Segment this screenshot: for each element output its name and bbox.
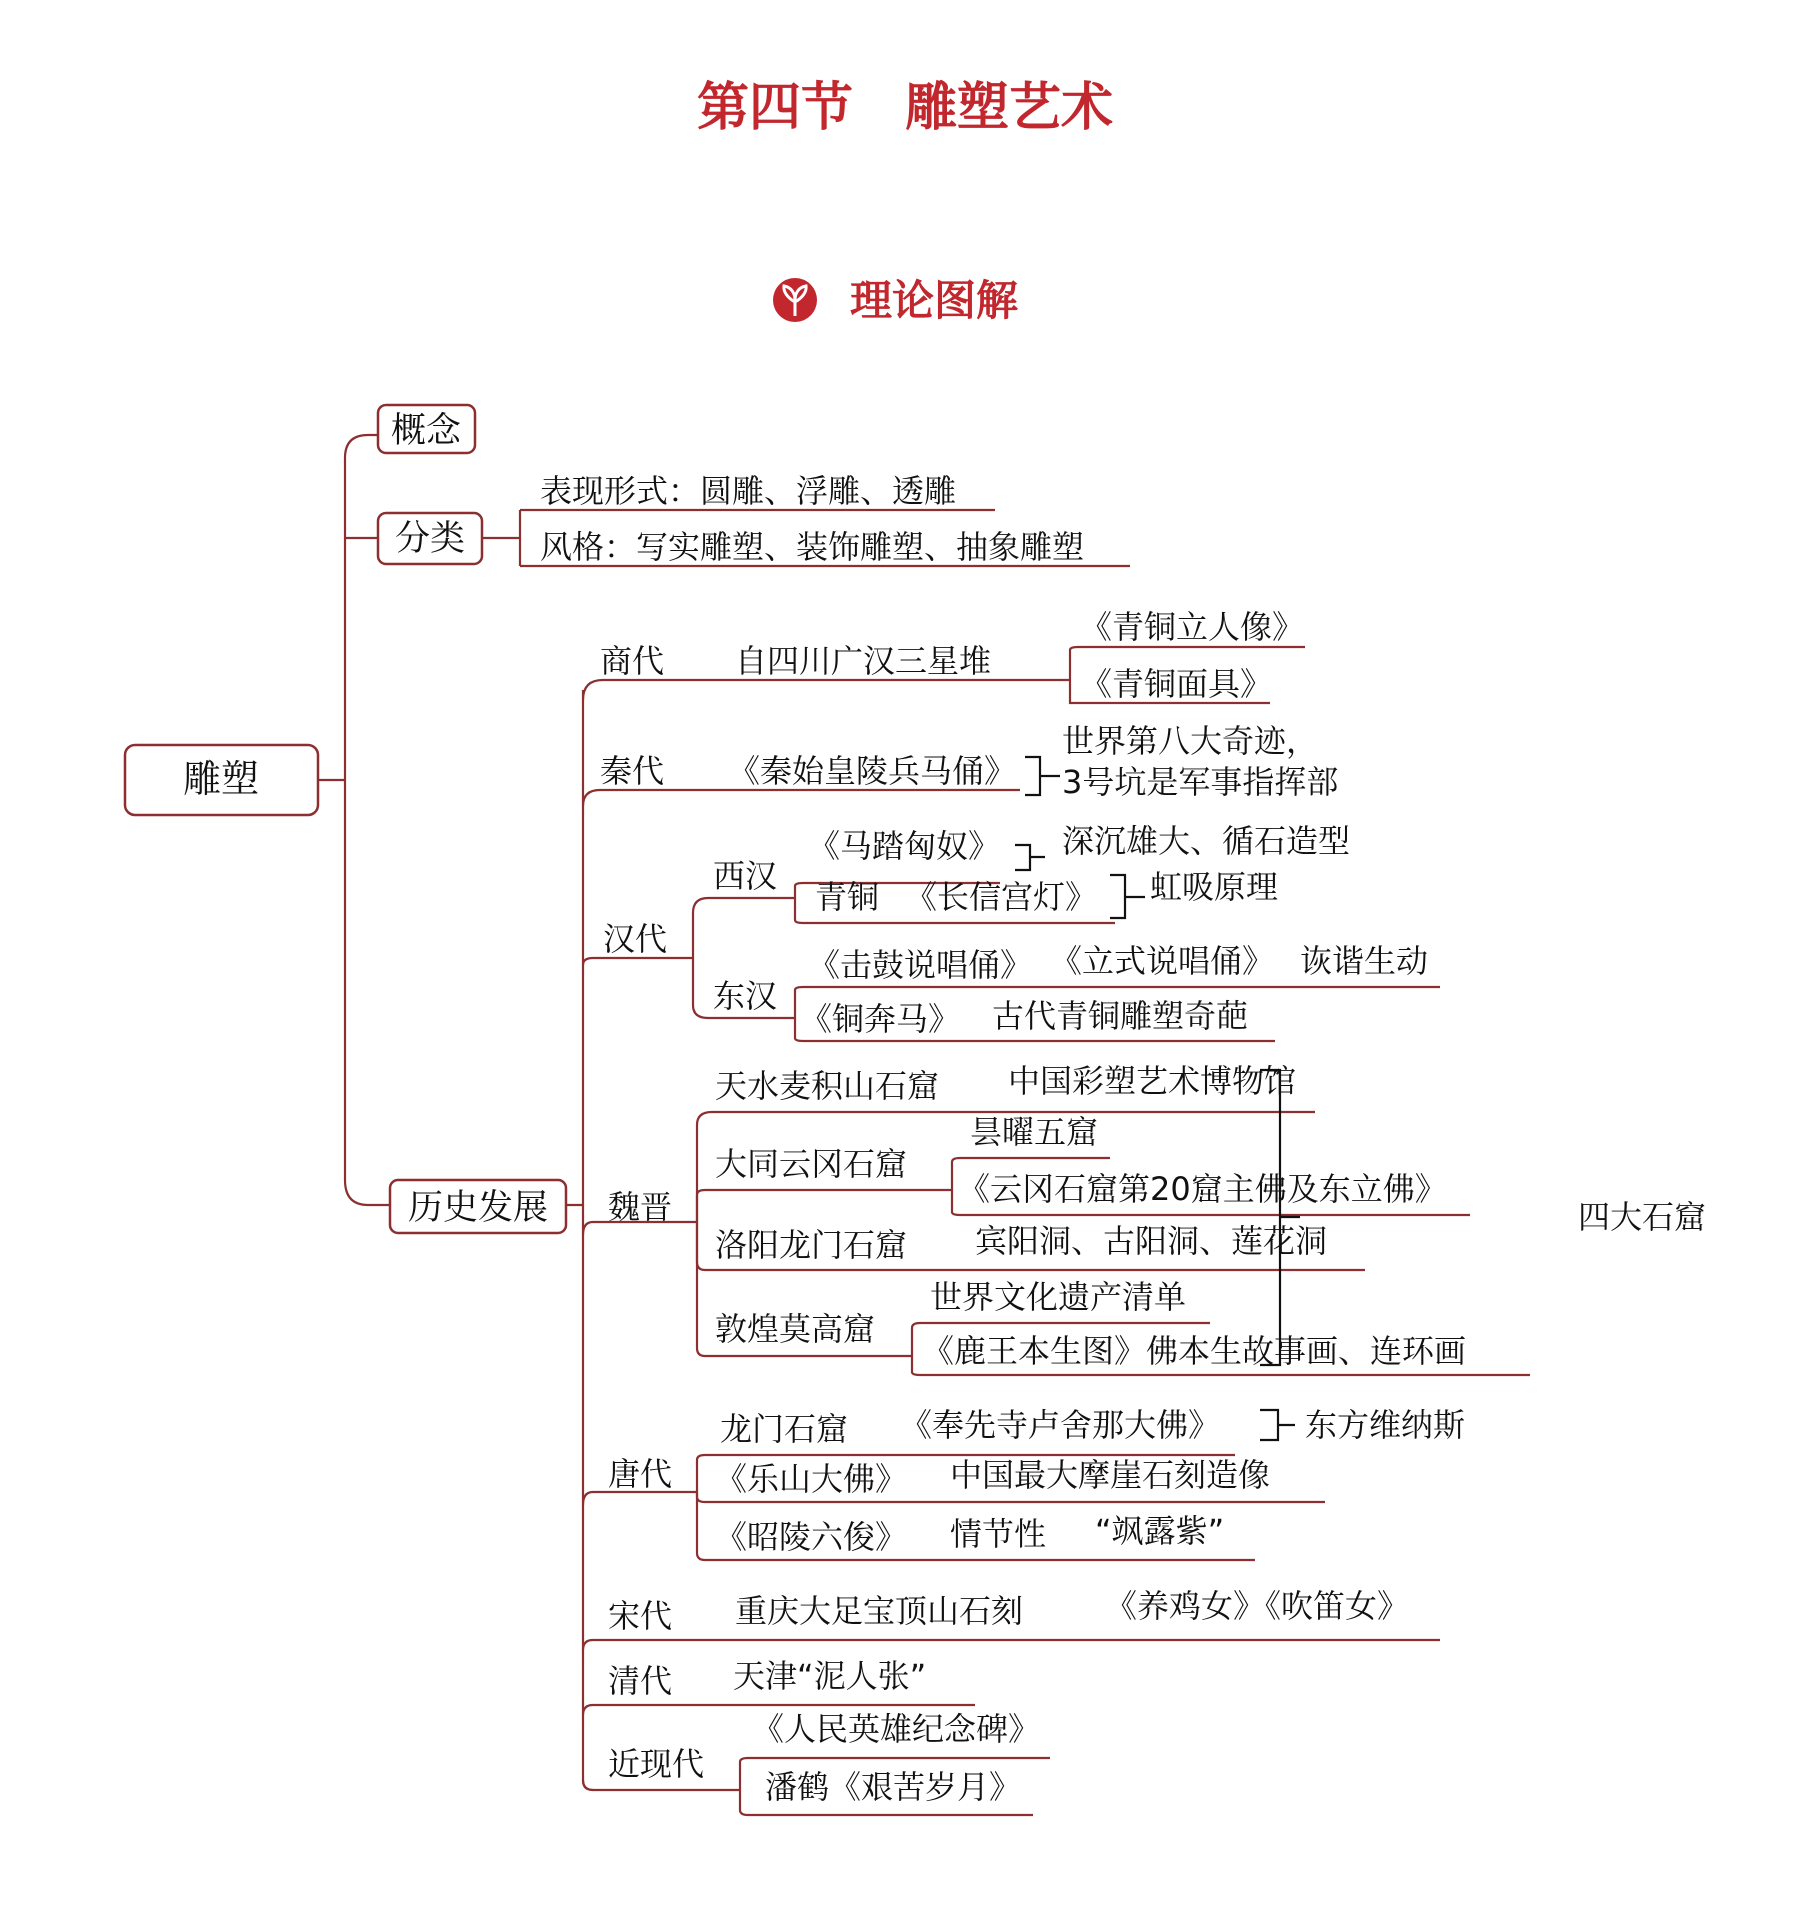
longmen-note: 宾阳洞、古阳洞、莲花洞 [975, 1222, 1328, 1260]
qing-work: 天津“泥人张” [733, 1657, 927, 1695]
node-classification: 分类 [394, 519, 466, 559]
tang-note-3: 情节性 [950, 1515, 1047, 1553]
yungang-name: 大同云冈石窟 [715, 1145, 908, 1183]
donghan-note-1: 诙谐生动 [1300, 942, 1429, 980]
qin-work: 《秦始皇陵兵马俑》 [728, 752, 1017, 790]
section-subtitle: 理论图解 [850, 276, 1019, 325]
era-qin: 秦代 [600, 752, 665, 790]
donghan-note-2: 古代青铜雕塑奇葩 [992, 997, 1249, 1035]
node-root: 雕塑 [182, 757, 260, 801]
shang-work-2: 《青铜面具》 [1080, 665, 1273, 703]
page-title: 第四节 雕塑艺术 [696, 78, 1114, 138]
xihan-material: 青铜 [815, 878, 880, 916]
class-form: 表现形式：圆雕、浮雕、透雕 [540, 472, 957, 510]
longmen-name: 洛阳龙门石窟 [715, 1226, 908, 1264]
qin-note-1: 世界第八大奇迹， [1062, 722, 1319, 760]
tang-note-4: “飒露紫” [1095, 1512, 1225, 1550]
era-weijin: 魏晋 [608, 1188, 673, 1226]
mogao-item-2: 《鹿王本生图》佛本生故事画、连环画 [922, 1332, 1467, 1370]
shang-site: 自四川广汉三星堆 [735, 642, 992, 680]
tang-note-2: 中国最大摩崖石刻造像 [950, 1456, 1271, 1494]
xihan-work-1: 《马踏匈奴》 [808, 827, 1001, 865]
han-xihan: 西汉 [713, 857, 778, 895]
sprout-icon [773, 278, 817, 322]
modern-work-1: 《人民英雄纪念碑》 [752, 1710, 1041, 1748]
qin-note-2: 3号坑是军事指挥部 [1062, 763, 1339, 801]
tang-note-1: 东方维纳斯 [1305, 1406, 1466, 1444]
era-qing: 清代 [608, 1662, 673, 1700]
donghan-work-1: 《击鼓说唱俑》 [808, 946, 1033, 984]
era-song: 宋代 [608, 1597, 673, 1635]
han-donghan: 东汉 [713, 977, 778, 1015]
xihan-note-2: 虹吸原理 [1150, 868, 1279, 906]
era-han: 汉代 [603, 920, 668, 958]
maijishan-name: 天水麦积山石窟 [715, 1067, 940, 1105]
tang-work-3: 《昭陵六俊》 [715, 1518, 908, 1556]
yungang-item-1: 昙曜五窟 [970, 1113, 1099, 1151]
tang-site: 龙门石窟 [720, 1410, 849, 1448]
shang-work-1: 《青铜立人像》 [1080, 608, 1305, 646]
mogao-name: 敦煌莫高窟 [715, 1310, 876, 1348]
xihan-work-2: 《长信宫灯》 [905, 878, 1098, 916]
tang-work-2: 《乐山大佛》 [715, 1460, 908, 1498]
donghan-work-3: 《铜奔马》 [800, 1000, 961, 1038]
four-grottoes-label: 四大石窟 [1578, 1198, 1707, 1236]
song-works: 《养鸡女》《吹笛女》 [1105, 1587, 1410, 1625]
class-style: 风格：写实雕塑、装饰雕塑、抽象雕塑 [540, 528, 1085, 566]
donghan-work-2: 《立式说唱俑》 [1050, 942, 1275, 980]
era-modern: 近现代 [608, 1745, 705, 1783]
xihan-note-1: 深沉雄大、循石造型 [1062, 822, 1351, 860]
tang-work-1: 《奉先寺卢舍那大佛》 [900, 1406, 1221, 1444]
mogao-item-1: 世界文化遗产清单 [930, 1278, 1187, 1316]
yungang-item-2: 《云冈石窟第20窟主佛及东立佛》 [958, 1170, 1447, 1208]
song-site: 重庆大足宝顶山石刻 [735, 1592, 1024, 1630]
era-shang: 商代 [600, 642, 665, 680]
node-history: 历史发展 [407, 1188, 549, 1228]
maijishan-note: 中国彩塑艺术博物馆 [1008, 1062, 1297, 1100]
modern-work-2: 潘鹤《艰苦岁月》 [765, 1768, 1022, 1806]
node-concept: 概念 [390, 411, 462, 451]
era-tang: 唐代 [608, 1455, 673, 1493]
